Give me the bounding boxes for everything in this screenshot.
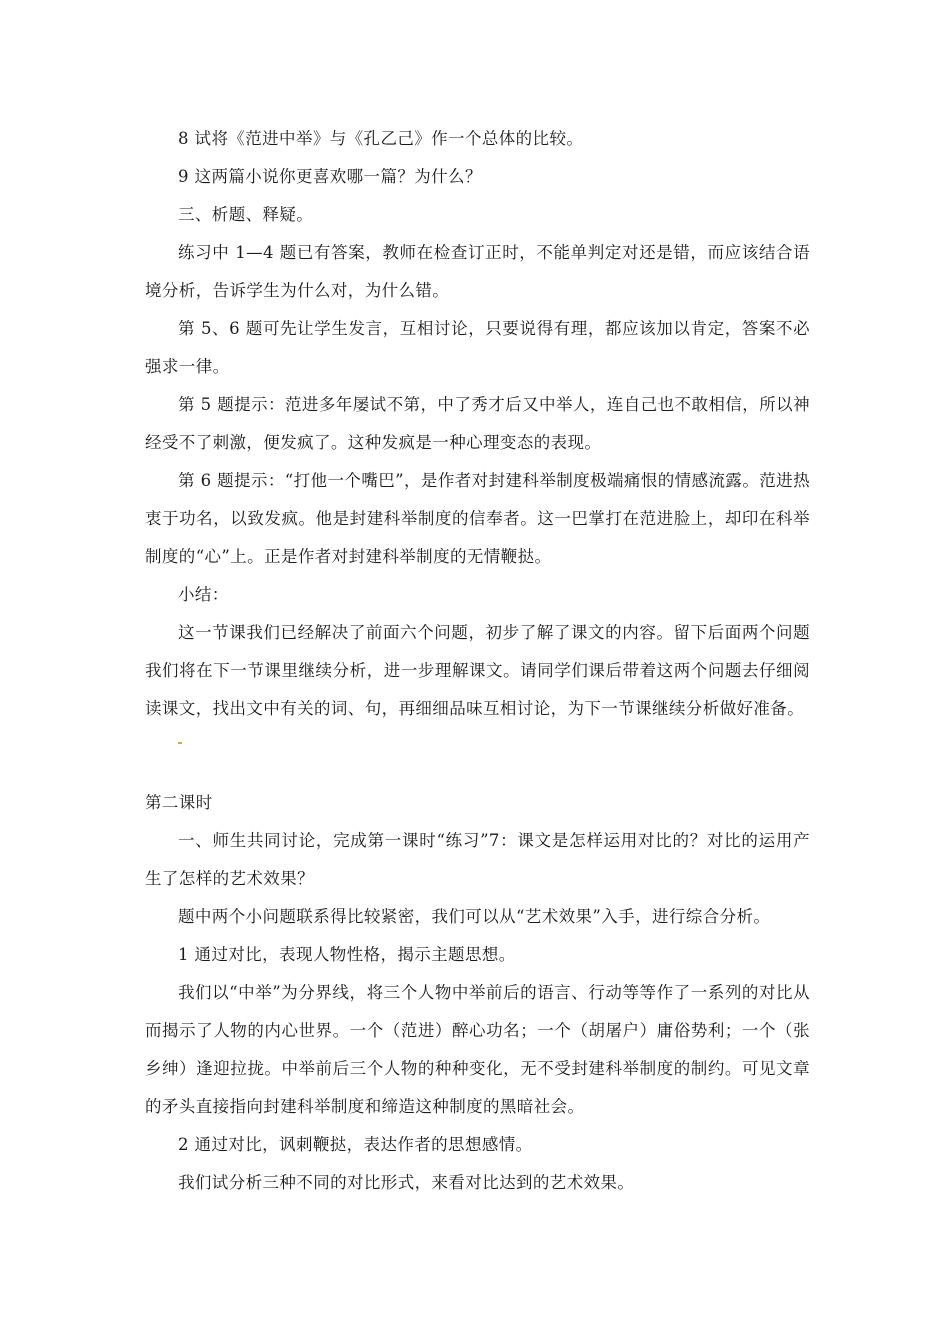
point-1-body: 我们以“中举”为分界线，将三个人物中举前后的语言、行动等等作了一系列的对比从而揭示了人物的内心世界。一个（范进）醉心功名；一个（胡屠户）庸俗势利；一个（张乡绅）逢迎拉拢。中举前后三个人物的种种变化，无不受封建科举制度的制约。可见文章的矛头直接指向封建科举制度和缔造这种制度的黑暗社会。 [145,983,810,1116]
document-body [145,120,810,1202]
stray-mark [178,742,182,744]
question-9: 9 这两篇小说你更喜欢哪一篇？为什么？ [178,167,482,186]
paragraph-hint-5: 第 5 题提示：范进多年屡试不第，中了秀才后又中举人，连自己也不敢相信，所以神经受不了刺激，便发疯了。这种发疯是一种心理变态的表现。 [145,395,810,452]
paragraph-discussion: 第 5、6 题可先让学生发言，互相讨论，只要说得有理，都应该加以肯定，答案不必强求一律。 [145,319,810,376]
lesson-two-title: 第二课时 [145,793,213,812]
point-2-body: 我们试分析三种不同的对比形式，来看对比达到的艺术效果。 [178,1173,635,1192]
point-1-heading: 1 通过对比，表现人物性格，揭示主题思想。 [178,945,516,964]
question-8: 8 试将《范进中举》与《孔乙己》作一个总体的比较。 [178,129,584,148]
section-heading-3: 三、析题、释疑。 [178,205,314,224]
paragraph-hint-6: 第 6 题提示：“打他一个嘴巴”，是作者对封建科举制度极端痛恨的情感流露。范进热衷于功名，以致发疯。他是封建科举制度的信奉者。这一巴掌打在范进脸上，却印在科举制度的“心”上。正是作者对封建科举制度的无情鞭挞。 [145,471,810,566]
lesson-two-item-1: 一、师生共同讨论，完成第一课时“练习”7：课文是怎样运用对比的？对比的运用产生了怎样的艺术效果？ [145,831,810,888]
section-gap [145,728,810,768]
summary-paragraph: 这一节课我们已经解决了前面六个问题，初步了解了课文的内容。留下后面两个问题我们将在下一节课里继续分析，进一步理解课文。请同学们课后带着这两个问题去仔细阅读课文，找出文中有关的词、句，再细细品味互相讨论，为下一节课继续分析做好准备。 [145,623,810,718]
paragraph-answers: 练习中 1—4 题已有答案，教师在检查订正时，不能单判定对还是错，而应该结合语境分析，告诉学生为什么对，为什么错。 [145,243,810,300]
lesson-two-intro: 题中两个小问题联系得比较紧密，我们可以从“艺术效果”入手，进行综合分析。 [178,907,771,926]
point-2-heading: 2 通过对比，讽刺鞭挞，表达作者的思想感情。 [178,1135,533,1154]
summary-label: 小结： [178,585,229,604]
